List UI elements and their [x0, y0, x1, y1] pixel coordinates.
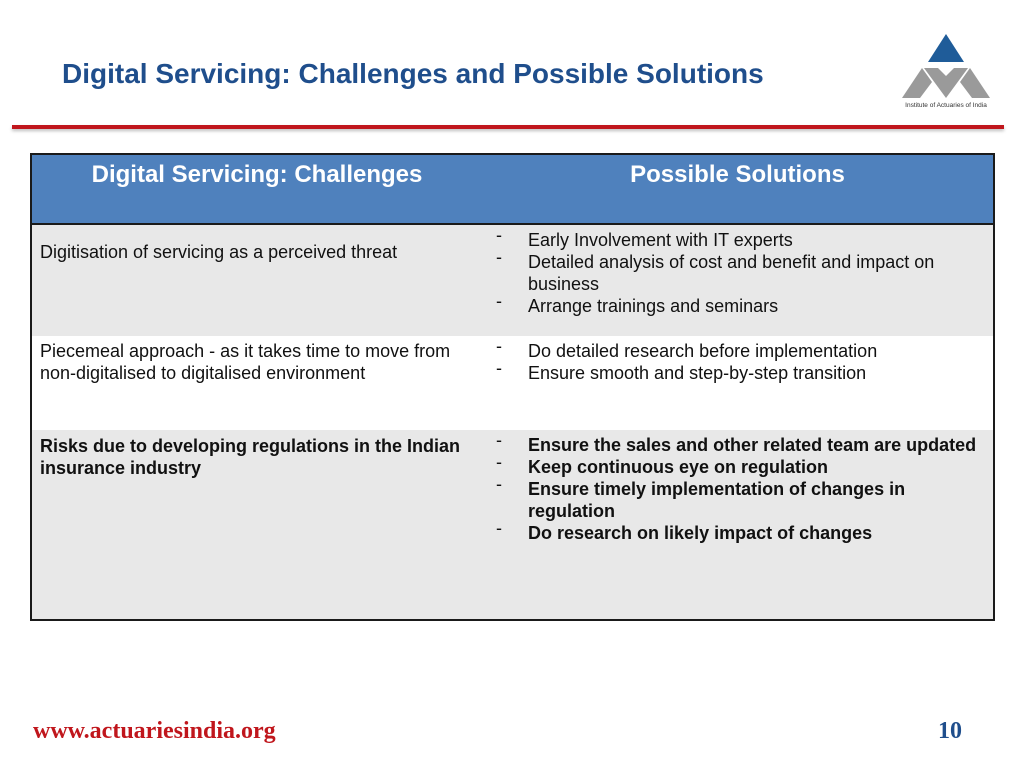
dash-bullet-icon: -	[496, 291, 502, 311]
solution-item	[496, 518, 981, 544]
footer-website-link[interactable]: www.actuariesindia.org	[33, 718, 276, 744]
dash-bullet-icon: -	[496, 336, 502, 356]
solution-item	[496, 291, 981, 317]
challenge-cell: Piecemeal approach - as it takes time to move from non-digitalised to digitalised environment	[31, 336, 482, 430]
solution-item	[496, 430, 981, 456]
solution-item	[496, 474, 981, 522]
solution-item	[496, 247, 981, 295]
solutions-cell	[482, 430, 994, 620]
solutions-list	[496, 336, 981, 384]
solution-text: Do detailed research before implementation	[528, 341, 878, 361]
dash-bullet-icon: -	[496, 247, 502, 267]
slide-title: Digital Servicing: Challenges and Possible Solutions	[62, 58, 764, 89]
logo-caption: Institute of Actuaries of India	[905, 102, 987, 109]
challenge-cell: Risks due to developing regulations in the Indian insurance industry	[31, 430, 482, 620]
table-header-row	[31, 154, 994, 224]
page-number: 10	[938, 718, 962, 744]
solution-item	[496, 336, 981, 362]
solution-text: Ensure smooth and step-by-step transition	[528, 363, 867, 383]
solutions-cell	[482, 336, 994, 430]
solution-item	[496, 358, 981, 384]
solutions-list	[496, 430, 981, 544]
dash-bullet-icon: -	[496, 474, 502, 494]
institute-logo	[898, 32, 994, 112]
solution-text: Do research on likely impact of changes	[528, 523, 873, 543]
logo-triangle-icon	[898, 32, 994, 102]
solution-text: Ensure timely implementation of changes in regulation	[528, 479, 906, 521]
solution-text: Arrange trainings and seminars	[528, 296, 779, 316]
solutions-list	[496, 225, 981, 317]
table-row	[31, 336, 994, 430]
solution-text: Early Involvement with IT experts	[528, 230, 793, 250]
header-challenges: Digital Servicing: Challenges	[31, 154, 482, 224]
dash-bullet-icon: -	[496, 452, 502, 472]
solution-text: Ensure the sales and other related team are updated	[528, 435, 977, 455]
solution-text: Detailed analysis of cost and benefit and impact on business	[528, 252, 935, 294]
title-divider	[12, 125, 1004, 129]
dash-bullet-icon: -	[496, 430, 502, 450]
solution-text: Keep continuous eye on regulation	[528, 457, 829, 477]
challenges-solutions-table	[30, 153, 995, 621]
solution-item	[496, 452, 981, 478]
solutions-cell	[482, 224, 994, 336]
dash-bullet-icon: -	[496, 358, 502, 378]
header-solutions: Possible Solutions	[482, 154, 994, 224]
table-row	[31, 430, 994, 620]
dash-bullet-icon: -	[496, 225, 502, 245]
solution-item	[496, 225, 981, 251]
table-row	[31, 224, 994, 336]
challenge-cell: Digitisation of servicing as a perceived threat	[31, 224, 482, 336]
dash-bullet-icon: -	[496, 518, 502, 538]
